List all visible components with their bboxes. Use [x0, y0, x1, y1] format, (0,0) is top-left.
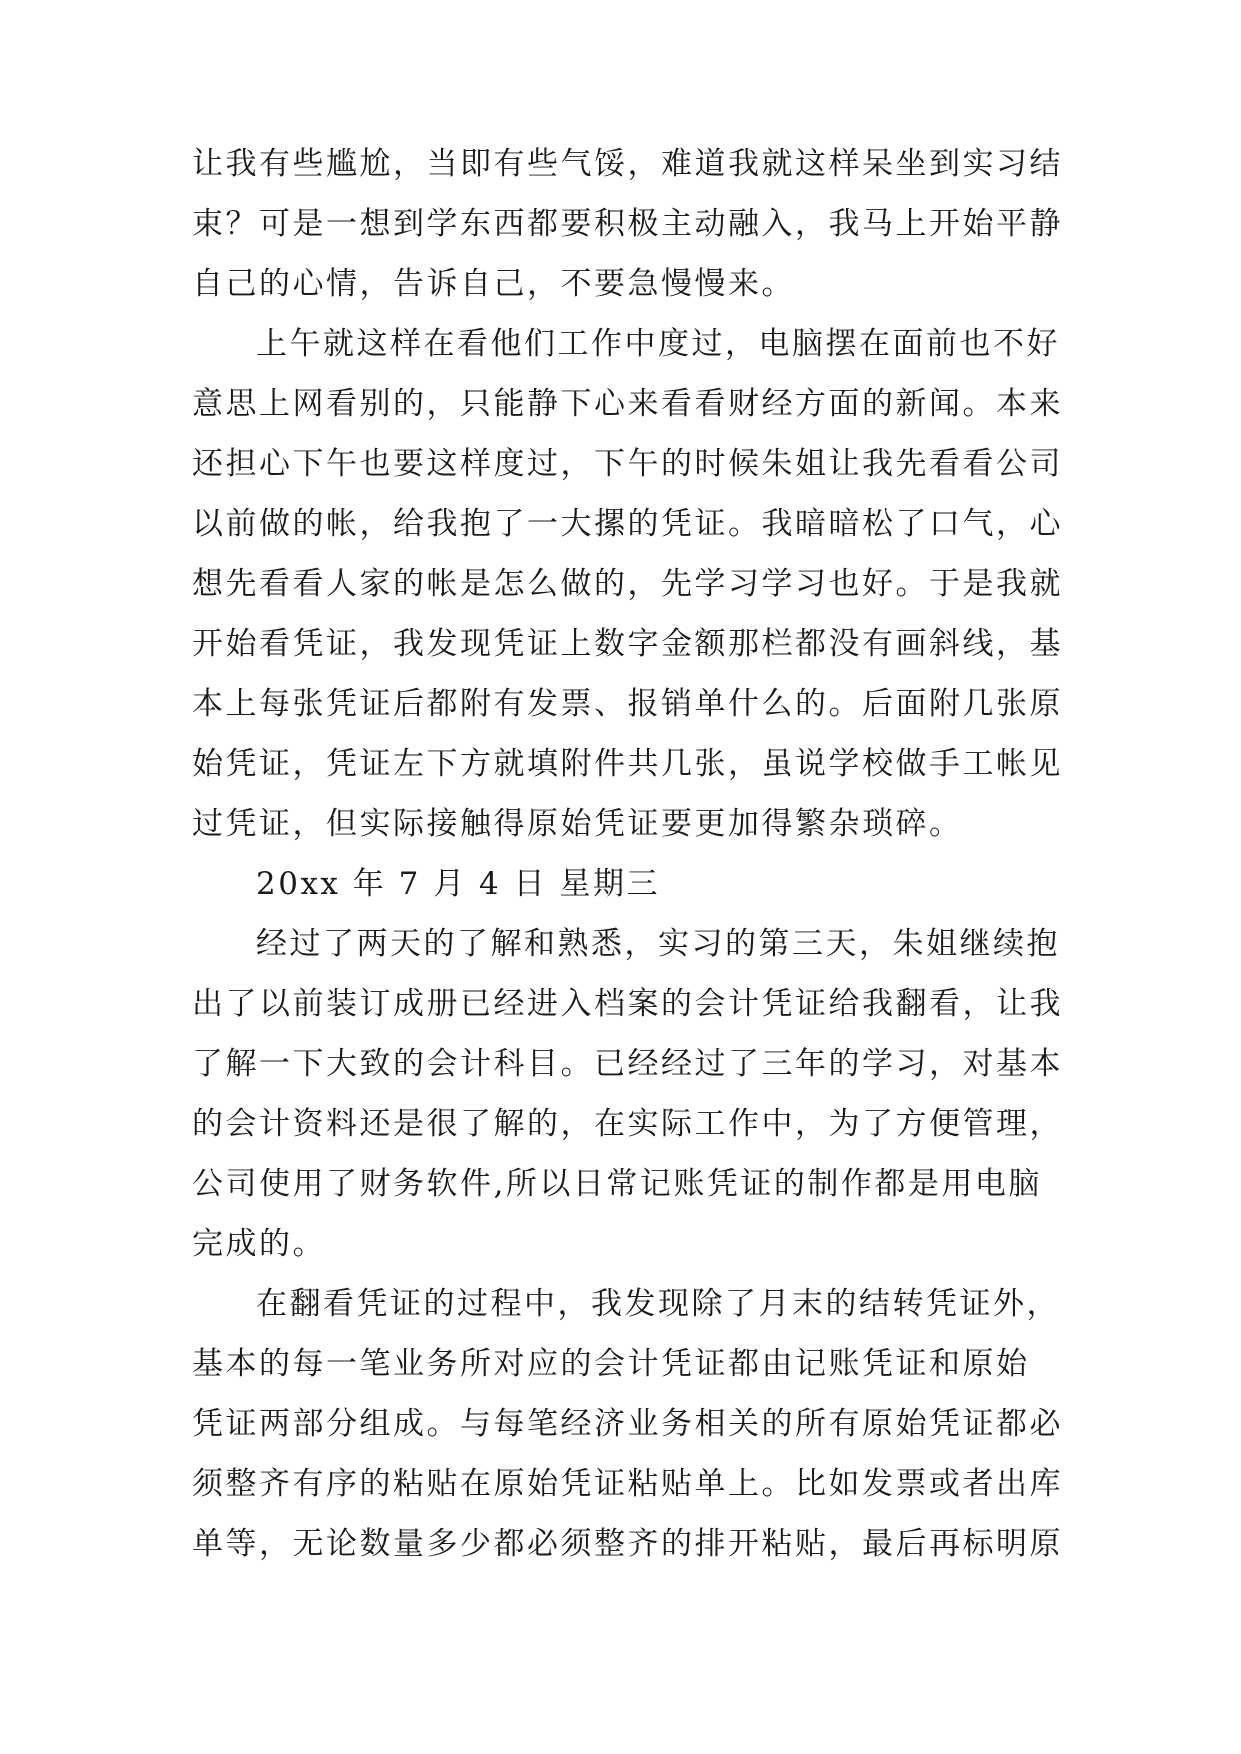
text-line: 基本的每一笔业务所对应的会计凭证都由记账凭证和原始	[192, 1346, 1030, 1382]
text-line: 本上每张凭证后都附有发票、报销单什么的。后面附几张原	[192, 686, 1063, 722]
text-line: 凭证两部分组成。与每笔经济业务相关的所有原始凭证都必	[192, 1406, 1063, 1442]
text-line: 单等，无论数量多少都必须整齐的排开粘贴，最后再标明原	[192, 1526, 1063, 1562]
text-line: 了解一下大致的会计科目。已经经过了三年的学习，对基本	[192, 1046, 1063, 1082]
text-line: 自己的心情，告诉自己，不要急慢慢来。	[192, 266, 795, 302]
text-line: 过凭证，但实际接触得原始凭证要更加得繁杂琐碎。	[192, 806, 963, 842]
text-line: 出了以前装订成册已经进入档案的会计凭证给我翻看，让我	[192, 986, 1063, 1022]
paragraph-start-line: 上午就这样在看他们工作中度过，电脑摆在面前也不好	[256, 326, 1060, 362]
text-line: 还担心下午也要这样度过，下午的时候朱姐让我先看看公司	[192, 446, 1063, 482]
date-heading: 20xx 年 7 月 4 日 星期三	[256, 866, 660, 902]
text-line: 完成的。	[192, 1226, 326, 1262]
text-line: 须整齐有序的粘贴在原始凭证粘贴单上。比如发票或者出库	[192, 1466, 1063, 1502]
text-line: 想先看看人家的帐是怎么做的，先学习学习也好。于是我就	[192, 566, 1063, 602]
text-line: 公司使用了财务软件,所以日常记账凭证的制作都是用电脑	[192, 1166, 1042, 1202]
text-line: 始凭证，凭证左下方就填附件共几张，虽说学校做手工帐见	[192, 746, 1063, 782]
text-line: 开始看凭证，我发现凭证上数字金额那栏都没有画斜线，基	[192, 626, 1063, 662]
text-line: 束？可是一想到学东西都要积极主动融入，我马上开始平静	[192, 206, 1063, 242]
text-line: 的会计资料还是很了解的，在实际工作中，为了方便管理，	[192, 1106, 1063, 1142]
paragraph-start-line: 在翻看凭证的过程中，我发现除了月末的结转凭证外，	[256, 1286, 1060, 1322]
text-line: 让我有些尴尬，当即有些气馁，难道我就这样呆坐到实习结	[192, 146, 1063, 182]
text-line: 以前做的帐，给我抱了一大摞的凭证。我暗暗松了口气，心	[192, 506, 1063, 542]
text-line: 意思上网看别的，只能静下心来看看财经方面的新闻。本来	[192, 386, 1063, 422]
paragraph-start-line: 经过了两天的了解和熟悉，实习的第三天，朱姐继续抱	[256, 926, 1060, 962]
